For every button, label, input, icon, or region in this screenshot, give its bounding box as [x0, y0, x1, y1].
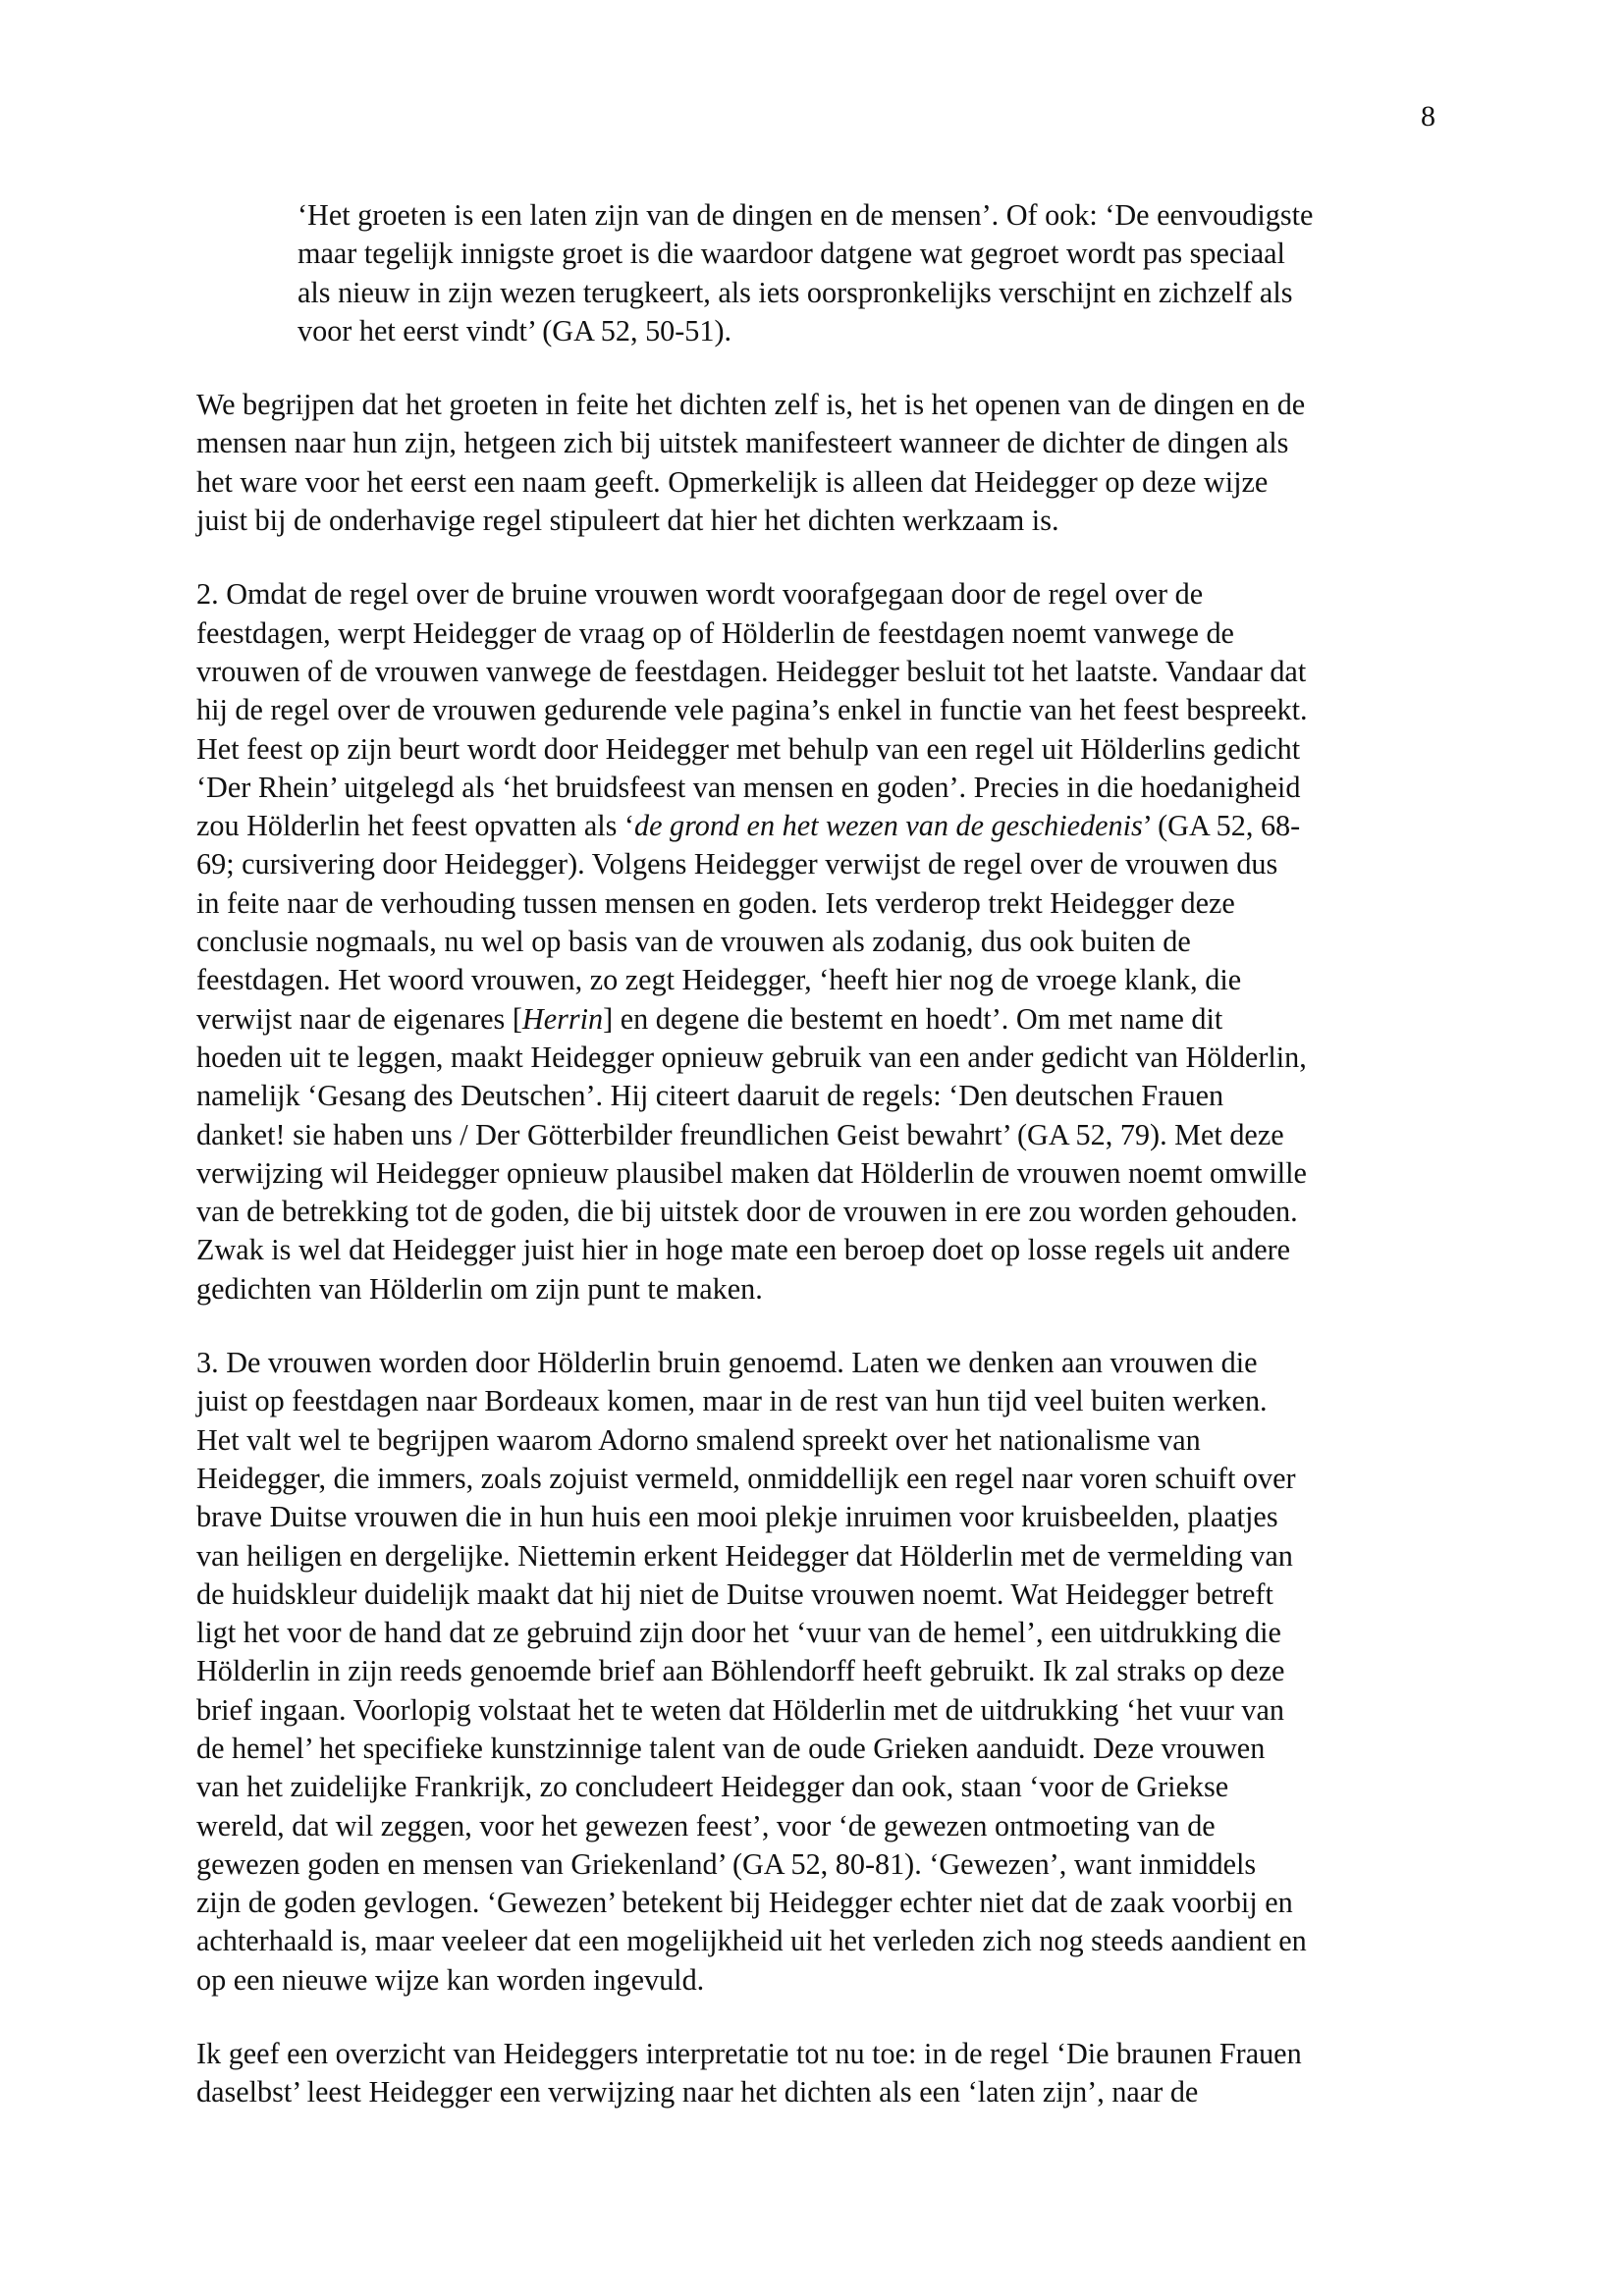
text-line: zou Hölderlin het feest opvatten als ‘de grond en het wezen van de geschiedenis’ (GA 52, 68- [196, 809, 1301, 843]
text-line: 69; cursivering door Heidegger). Volgens Heidegger verwijst de regel over de vrouwen dus [196, 847, 1278, 881]
text-line: voor het eerst vindt’ (GA 52, 50-51). [298, 313, 732, 347]
text-line: daselbst’ leest Heidegger een verwijzing naar het dichten als een ‘laten zijn’, naar de [196, 2075, 1199, 2109]
text-line: ‘Het groeten is een laten zijn van de dingen en de mensen’. Of ook: ‘De eenvoudigste [298, 198, 1314, 232]
text-line: feestdagen, werpt Heidegger de vraag op of Hölderlin de feestdagen noemt vanwege de [196, 615, 1234, 650]
text-line: van de betrekking tot de goden, die bij uitstek door de vrouwen in ere zou worden gehouden. [196, 1195, 1298, 1229]
text-line: danket! sie haben uns / Der Götterbilder freundlichen Geist bewahrt’ (GA 52, 79). Met deze [196, 1117, 1284, 1151]
text-line: hoeden uit te leggen, maakt Heidegger opnieuw gebruik van een ander gedicht van Hölderlin, [196, 1040, 1307, 1074]
text-line: wereld, dat wil zeggen, voor het gewezen feest’, voor ‘de gewezen ontmoeting van de [196, 1808, 1216, 1842]
text-line: op een nieuwe wijze kan worden ingevuld. [196, 1962, 705, 1997]
text-line: juist bij de onderhavige regel stipuleert dat hier het dichten werkzaam is. [196, 504, 1059, 538]
text-line: achterhaald is, maar veeleer dat een mogelijkheid uit het verleden zich nog steeds aandient en [196, 1924, 1307, 1958]
text-line: verwijzing wil Heidegger opnieuw plausibel maken dat Hölderlin de vrouwen noemt omwille [196, 1155, 1307, 1190]
paragraph [196, 386, 1439, 540]
text-line: 3. De vrouwen worden door Hölderlin bruin genoemd. Laten we denken aan vrouwen die [196, 1346, 1258, 1380]
text-line: van het zuidelijke Frankrijk, zo concludeert Heidegger dan ook, staan ‘voor de Griekse [196, 1770, 1229, 1804]
text-line: de hemel’ het specifieke kunstzinnige talent van de oude Grieken aanduidt. Deze vrouwen [196, 1731, 1266, 1765]
text-line: Ik geef een overzicht van Heideggers interpretatie tot nu toe: in de regel ‘Die braunen Frauen [196, 2037, 1302, 2071]
italic-text: de grond en het wezen van de geschiedenis [633, 809, 1143, 843]
text-line: ligt het voor de hand dat ze gebruind zijn door het ‘vuur van de hemel’, een uitdrukking die [196, 1616, 1281, 1650]
italic-text: Herrin [521, 1001, 604, 1036]
text-line: in feite naar de verhouding tussen mensen en goden. Iets verderop trekt Heidegger deze [196, 885, 1235, 920]
text-line: Zwak is wel dat Heidegger juist hier in hoge mate een beroep doet op losse regels uit andere [196, 1233, 1291, 1267]
text-line: ‘Der Rhein’ uitgelegd als ‘het bruidsfeest van mensen en goden’. Precies in die hoedanigheid [196, 770, 1301, 804]
text-line: het ware voor het eerst een naam geeft. Opmerkelijk is alleen dat Heidegger op deze wijze [196, 464, 1269, 499]
text-line: 2. Omdat de regel over de bruine vrouwen wordt voorafgegaan door de regel over de [196, 577, 1204, 612]
text-line: als nieuw in zijn wezen terugkeert, als iets oorspronkelijks verschijnt en zichzelf als [298, 275, 1293, 309]
document-body [196, 196, 1439, 2148]
paragraph [196, 2035, 1439, 2112]
text-line: We begrijpen dat het groeten in feite het dichten zelf is, het is het openen van de dingen en de [196, 388, 1306, 422]
text-line: brief ingaan. Voorlopig volstaat het te weten dat Hölderlin met de uitdrukking ‘het vuur van [196, 1692, 1285, 1727]
text-line: Het feest op zijn beurt wordt door Heidegger met behulp van een regel uit Hölderlins gedicht [196, 731, 1301, 766]
text-line: gewezen goden en mensen van Griekenland’ (GA 52, 80-81). ‘Gewezen’, want inmiddels [196, 1846, 1257, 1881]
text-line: namelijk ‘Gesang des Deutschen’. Hij citeert daaruit de regels: ‘Den deutschen Frauen [196, 1079, 1224, 1113]
text-line: zijn de goden gevlogen. ‘Gewezen’ betekent bij Heidegger echter niet dat de zaak voorbij en [196, 1886, 1293, 1920]
text-line: van heiligen en dergelijke. Niettemin erkent Heidegger dat Hölderlin met de vermelding van [196, 1538, 1293, 1573]
text-line: de huidskleur duidelijk maakt dat hij niet de Duitse vrouwen noemt. Wat Heidegger betreft [196, 1576, 1273, 1611]
text-line: juist op feestdagen naar Bordeaux komen, maar in de rest van hun tijd veel buiten werken. [196, 1384, 1268, 1418]
text-line: Het valt wel te begrijpen waarom Adorno smalend spreekt over het nationalisme van [196, 1422, 1201, 1457]
block-quote [298, 196, 1439, 350]
text-line: verwijst naar de eigenares [Herrin] en degene die bestemt en hoedt’. Om met name dit [196, 1001, 1223, 1036]
paragraph [196, 575, 1439, 1308]
text-line: maar tegelijk innigste groet is die waardoor datgene wat gegroet wordt pas speciaal [298, 237, 1285, 271]
text-line: Hölderlin in zijn reeds genoemde brief aan Böhlendorff heeft gebruikt. Ik zal straks op deze [196, 1654, 1285, 1688]
text-line: gedichten van Hölderlin om zijn punt te maken. [196, 1271, 763, 1306]
text-line: conclusie nogmaals, nu wel op basis van de vrouwen als zodanig, dus ook buiten de [196, 925, 1191, 959]
text-line: brave Duitse vrouwen die in hun huis een mooi plekje inruimen voor kruisbeelden, plaatjes [196, 1500, 1278, 1534]
text-line: Heidegger, die immers, zoals zojuist vermeld, onmiddellijk een regel naar voren schuift over [196, 1461, 1296, 1495]
text-line: mensen naar hun zijn, hetgeen zich bij uitstek manifesteert wanneer de dichter de dingen als [196, 426, 1289, 460]
text-line: vrouwen of de vrouwen vanwege de feestdagen. Heidegger besluit tot het laatste. Vandaar dat [196, 654, 1307, 688]
text-line: hij de regel over de vrouwen gedurende vele pagina’s enkel in functie van het feest bespreekt. [196, 693, 1308, 727]
page-number: 8 [1421, 100, 1435, 133]
paragraph [196, 1344, 1439, 2000]
text-line: feestdagen. Het woord vrouwen, zo zegt Heidegger, ‘heeft hier nog de vroege klank, die [196, 963, 1242, 997]
